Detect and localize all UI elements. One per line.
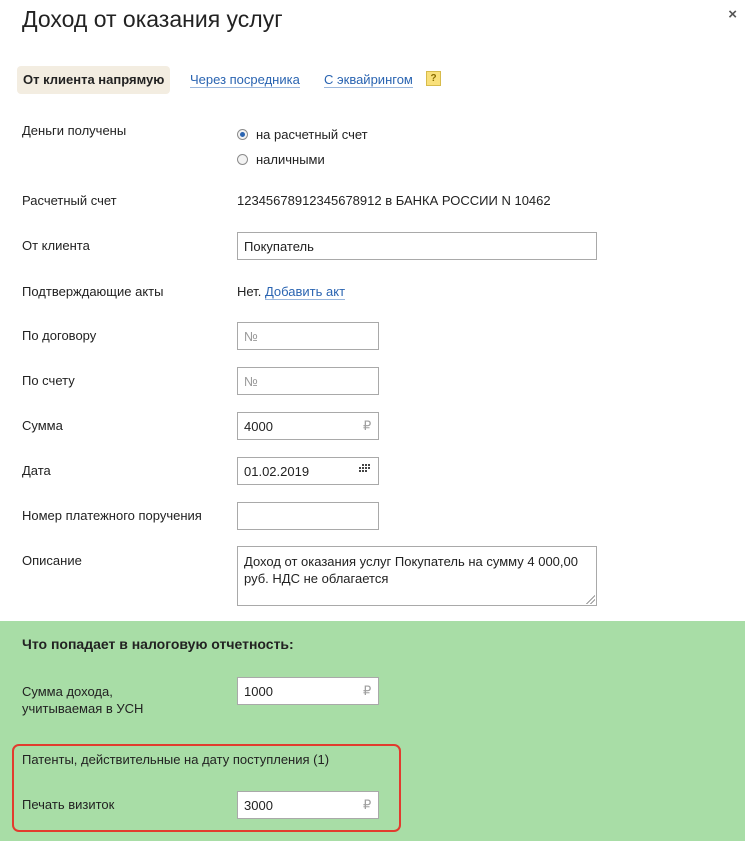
- date-input[interactable]: [237, 457, 379, 485]
- tax-report-title: Что попадает в налоговую отчетность:: [22, 636, 294, 652]
- help-icon[interactable]: ?: [426, 71, 441, 86]
- ruble-icon: ₽: [363, 683, 372, 698]
- radio-unchecked-icon[interactable]: [237, 154, 248, 165]
- patent-input[interactable]: [237, 791, 379, 819]
- radio-bank-account[interactable]: [237, 127, 368, 142]
- money-received-label: Деньги получены: [22, 123, 127, 138]
- contract-input[interactable]: [237, 322, 379, 350]
- description-label: Описание: [22, 553, 82, 568]
- acts-value: [237, 284, 345, 299]
- invoice-input[interactable]: [237, 367, 379, 395]
- radio-checked-icon[interactable]: [237, 129, 248, 140]
- tab-direct-client[interactable]: От клиента напрямую: [17, 66, 170, 94]
- description-textarea[interactable]: [237, 546, 597, 606]
- payment-order-input[interactable]: [237, 502, 379, 530]
- ruble-icon: ₽: [363, 797, 372, 812]
- dialog-title: Доход от оказания услуг: [22, 6, 283, 32]
- acts-label: Подтверждающие акты: [22, 284, 164, 299]
- contract-label: По договору: [22, 328, 97, 343]
- payment-order-label: Номер платежного поручения: [22, 508, 202, 523]
- radio-cash[interactable]: [237, 152, 325, 167]
- close-icon[interactable]: ×: [728, 6, 737, 23]
- usn-income-label-line2: учитываемая в УСН: [22, 701, 144, 716]
- account-value: 12345678912345678912 в БАНКА РОССИИ N 10462: [237, 193, 551, 208]
- amount-label: Сумма: [22, 418, 63, 433]
- usn-income-label-line1: Сумма дохода,: [22, 684, 113, 699]
- date-label: Дата: [22, 463, 51, 478]
- patent-label: Печать визиток: [22, 797, 115, 812]
- amount-input[interactable]: [237, 412, 379, 440]
- radio-bank-account-label: на расчетный счет: [256, 127, 368, 142]
- client-input[interactable]: [237, 232, 597, 260]
- tab-via-intermediary[interactable]: Через посредника: [190, 72, 300, 87]
- tab-acquiring[interactable]: С эквайрингом: [324, 72, 413, 87]
- invoice-label: По счету: [22, 373, 75, 388]
- account-label: Расчетный счет: [22, 193, 117, 208]
- ruble-icon: ₽: [363, 418, 372, 433]
- usn-income-label: [22, 683, 143, 717]
- client-label: От клиента: [22, 238, 90, 253]
- radio-cash-label: наличными: [256, 152, 325, 167]
- add-act-link[interactable]: Добавить акт: [264, 284, 346, 299]
- patents-title: Патенты, действительные на дату поступления (1): [22, 752, 330, 767]
- acts-status: Нет.: [237, 284, 262, 299]
- usn-income-input[interactable]: [237, 677, 379, 705]
